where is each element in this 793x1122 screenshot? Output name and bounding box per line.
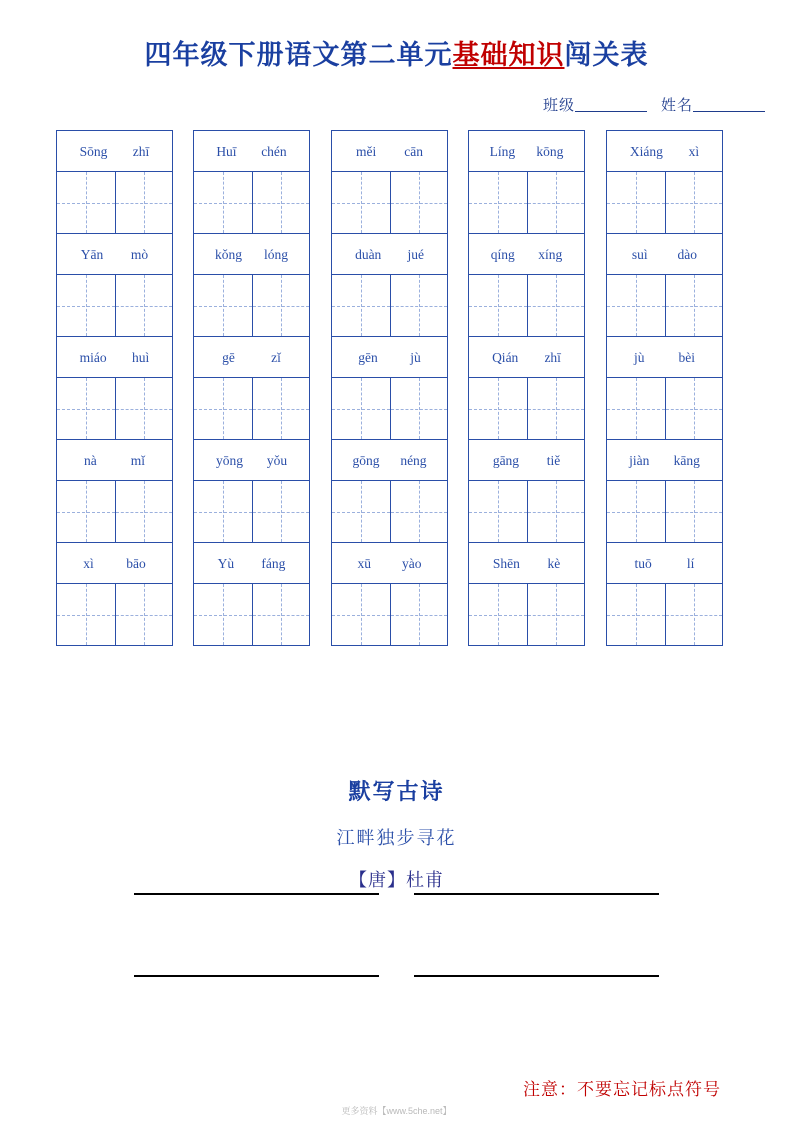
writing-cells: [607, 172, 722, 234]
writing-cells: [332, 584, 447, 645]
pinyin-entry: [607, 440, 722, 543]
writing-cells: [469, 481, 584, 543]
writing-cells: [607, 378, 722, 440]
pinyin-syllable-right: zǐ: [271, 349, 281, 365]
pinyin-label: [57, 440, 172, 481]
pinyin-label: [469, 131, 584, 172]
writing-cell[interactable]: [665, 172, 723, 233]
writing-cell[interactable]: [665, 481, 723, 542]
pinyin-entry: [194, 543, 309, 645]
page-title: [0, 33, 793, 72]
pinyin-syllable-right: zhī: [544, 349, 561, 365]
pinyin-label: [469, 543, 584, 584]
writing-cells: [469, 172, 584, 234]
writing-cell[interactable]: [665, 275, 723, 336]
writing-cell[interactable]: [332, 172, 390, 233]
name-input[interactable]: [693, 96, 765, 112]
writing-cell[interactable]: [390, 172, 448, 233]
writing-line-row: [0, 975, 793, 977]
pinyin-syllable-left: kǒng: [214, 246, 242, 262]
pinyin-syllable-right: xíng: [538, 246, 563, 262]
pinyin-syllable-left: Yān: [80, 246, 104, 262]
writing-line[interactable]: [134, 975, 379, 977]
writing-cell[interactable]: [332, 584, 390, 645]
pinyin-entry: [469, 337, 584, 440]
poem-subtitle: 江畔独步寻花: [336, 828, 457, 848]
pinyin-syllable-right: jù: [410, 349, 421, 365]
writing-cell[interactable]: [607, 378, 665, 439]
writing-cell[interactable]: [469, 378, 527, 439]
pinyin-label: [332, 234, 447, 275]
writing-cell[interactable]: [607, 275, 665, 336]
pinyin-label: [194, 234, 309, 275]
writing-cell[interactable]: [332, 481, 390, 542]
pinyin-column-3: [331, 130, 448, 646]
pinyin-syllable-right: bèi: [678, 349, 695, 365]
pinyin-syllable-left: tuō: [634, 555, 652, 571]
writing-cells: [332, 481, 447, 543]
pinyin-column-2: [193, 130, 310, 646]
writing-cell[interactable]: [57, 172, 115, 233]
writing-cells: [332, 275, 447, 337]
pinyin-entry: [469, 234, 584, 337]
pinyin-label: [57, 337, 172, 378]
pinyin-syllable-left: Huī: [216, 143, 237, 159]
pinyin-label: [469, 234, 584, 275]
writing-cell[interactable]: [252, 378, 310, 439]
writing-cell[interactable]: [194, 172, 252, 233]
pinyin-syllable-right: mò: [130, 246, 149, 262]
writing-cells: [332, 172, 447, 234]
pinyin-label: [469, 337, 584, 378]
pinyin-syllable-left: Qián: [492, 349, 519, 365]
pinyin-label: [607, 131, 722, 172]
writing-cell[interactable]: [115, 481, 173, 542]
writing-cells: [57, 172, 172, 234]
writing-cell[interactable]: [332, 378, 390, 439]
writing-cells: [194, 378, 309, 440]
pinyin-syllable-left: xì: [83, 555, 94, 571]
pinyin-entry: [607, 543, 722, 645]
poem-writing-lines: [0, 893, 793, 1057]
writing-cells: [469, 378, 584, 440]
writing-line[interactable]: [414, 975, 659, 977]
pinyin-entry: [57, 234, 172, 337]
writing-cells: [607, 584, 722, 645]
pinyin-label: [57, 234, 172, 275]
pinyin-syllable-right: chén: [261, 143, 287, 159]
writing-cell[interactable]: [115, 584, 173, 645]
pinyin-syllable-right: tiě: [546, 452, 561, 468]
writing-cell[interactable]: [527, 481, 585, 542]
pinyin-syllable-left: Sōng: [79, 143, 108, 159]
pinyin-syllable-left: duàn: [355, 246, 382, 262]
pinyin-syllable-right: bāo: [126, 555, 146, 571]
pinyin-column-1: [56, 130, 173, 646]
writing-cell[interactable]: [469, 172, 527, 233]
pinyin-label: [607, 337, 722, 378]
poem-author: 【唐】杜甫: [349, 870, 444, 890]
writing-cell[interactable]: [390, 584, 448, 645]
pinyin-entry: [469, 543, 584, 645]
pinyin-syllable-left: gēn: [358, 349, 378, 365]
pinyin-syllable-right: yào: [402, 555, 422, 571]
writing-cells: [607, 481, 722, 543]
writing-cell[interactable]: [115, 172, 173, 233]
writing-cell[interactable]: [607, 584, 665, 645]
pinyin-syllable-left: Shēn: [492, 555, 520, 571]
writing-cell[interactable]: [194, 378, 252, 439]
pinyin-syllable-left: gōng: [352, 452, 380, 468]
pinyin-column-5: [606, 130, 723, 646]
writing-cells: [469, 275, 584, 337]
writing-cell[interactable]: [527, 275, 585, 336]
pinyin-entry: [194, 131, 309, 234]
note-text: 注意：不要忘记标点符号: [523, 1080, 721, 1099]
writing-cell[interactable]: [390, 378, 448, 439]
page-title-highlight: 基础知识: [452, 40, 565, 70]
pinyin-entry: [57, 337, 172, 440]
pinyin-syllable-left: jù: [633, 349, 645, 365]
pinyin-label: [57, 131, 172, 172]
writing-cell[interactable]: [390, 275, 448, 336]
pinyin-syllable-right: yǒu: [266, 452, 288, 468]
page-title-part1: 四年级下册语文第二单元: [144, 40, 453, 70]
header-fields: [543, 94, 765, 115]
pinyin-entry: [57, 543, 172, 645]
pinyin-label: [194, 337, 309, 378]
writing-line-row: [0, 893, 793, 895]
writing-cell[interactable]: [57, 481, 115, 542]
writing-cell[interactable]: [607, 172, 665, 233]
writing-cells: [194, 275, 309, 337]
pinyin-label: [194, 131, 309, 172]
pinyin-syllable-right: huì: [132, 349, 150, 365]
pinyin-label: [194, 543, 309, 584]
writing-cell[interactable]: [332, 275, 390, 336]
writing-cells: [57, 584, 172, 645]
pinyin-entry: [607, 337, 722, 440]
writing-cell[interactable]: [115, 378, 173, 439]
pinyin-syllable-left: miáo: [79, 349, 107, 365]
writing-cells: [194, 584, 309, 645]
writing-cell[interactable]: [252, 584, 310, 645]
pinyin-entry: [332, 440, 447, 543]
pinyin-label: [332, 543, 447, 584]
pinyin-syllable-left: Xiáng: [629, 143, 663, 159]
pinyin-entry: [57, 440, 172, 543]
writing-cell[interactable]: [57, 584, 115, 645]
pinyin-syllable-left: Líng: [489, 143, 516, 159]
writing-cell[interactable]: [252, 275, 310, 336]
pinyin-syllable-right: kāng: [673, 452, 700, 468]
pinyin-entry: [332, 337, 447, 440]
pinyin-syllable-left: yōng: [215, 452, 243, 468]
pinyin-syllable-left: jiàn: [629, 452, 650, 468]
pinyin-entry: [469, 440, 584, 543]
pinyin-label: [57, 543, 172, 584]
pinyin-syllable-right: mǐ: [130, 452, 145, 468]
writing-cell[interactable]: [194, 275, 252, 336]
pinyin-syllable-right: néng: [400, 452, 427, 468]
class-input[interactable]: [575, 96, 647, 112]
writing-cell[interactable]: [607, 481, 665, 542]
pinyin-entry: [607, 131, 722, 234]
writing-cell[interactable]: [57, 275, 115, 336]
writing-cell[interactable]: [194, 481, 252, 542]
writing-cells: [57, 275, 172, 337]
writing-cell[interactable]: [469, 481, 527, 542]
writing-cell[interactable]: [469, 275, 527, 336]
pinyin-syllable-right: kōng: [536, 143, 564, 159]
pinyin-syllable-left: nà: [83, 452, 97, 468]
writing-cell[interactable]: [527, 378, 585, 439]
writing-line[interactable]: [414, 893, 659, 895]
footer-watermark: 更多资料【www.5che.net】: [341, 1106, 452, 1116]
pinyin-entry: [194, 440, 309, 543]
writing-cells: [469, 584, 584, 645]
pinyin-label: [607, 543, 722, 584]
writing-cells: [57, 481, 172, 543]
writing-cell[interactable]: [252, 172, 310, 233]
pinyin-entry: [332, 234, 447, 337]
pinyin-grid-columns: [56, 130, 746, 650]
writing-cell[interactable]: [469, 584, 527, 645]
pinyin-syllable-left: suì: [631, 246, 648, 262]
pinyin-label: [469, 440, 584, 481]
pinyin-syllable-right: dào: [677, 246, 698, 262]
class-label: 班级: [542, 98, 575, 114]
pinyin-entry: [194, 234, 309, 337]
writing-cell[interactable]: [527, 584, 585, 645]
writing-cell[interactable]: [665, 584, 723, 645]
pinyin-label: [332, 440, 447, 481]
pinyin-label: [194, 440, 309, 481]
name-label: 姓名: [660, 98, 693, 114]
writing-cells: [194, 481, 309, 543]
writing-cells: [194, 172, 309, 234]
pinyin-entry: [194, 337, 309, 440]
writing-cell[interactable]: [194, 584, 252, 645]
writing-cells: [57, 378, 172, 440]
pinyin-label: [332, 131, 447, 172]
writing-cell[interactable]: [252, 481, 310, 542]
pinyin-entry: [469, 131, 584, 234]
pinyin-syllable-left: qíng: [490, 246, 515, 262]
page-title-part2: 闯关表: [564, 40, 649, 70]
pinyin-syllable-left: xū: [357, 555, 371, 571]
writing-cell[interactable]: [57, 378, 115, 439]
poem-heading: 默写古诗: [348, 779, 445, 804]
pinyin-entry: [332, 543, 447, 645]
writing-line[interactable]: [134, 893, 379, 895]
writing-cells: [607, 275, 722, 337]
poem-section: [0, 775, 793, 892]
writing-cell[interactable]: [665, 378, 723, 439]
pinyin-syllable-left: gāng: [492, 452, 520, 468]
pinyin-syllable-right: lí: [686, 555, 695, 571]
pinyin-label: [332, 337, 447, 378]
pinyin-syllable-left: gē: [222, 349, 235, 365]
pinyin-syllable-right: kè: [547, 555, 561, 571]
pinyin-syllable-right: zhī: [132, 143, 150, 159]
pinyin-syllable-left: měi: [356, 143, 377, 159]
pinyin-syllable-right: xì: [688, 143, 700, 159]
pinyin-entry: [57, 131, 172, 234]
pinyin-label: [607, 440, 722, 481]
writing-cell[interactable]: [527, 172, 585, 233]
pinyin-column-4: [468, 130, 585, 646]
pinyin-syllable-right: jué: [407, 246, 424, 262]
pinyin-syllable-right: lóng: [263, 246, 288, 262]
pinyin-syllable-right: cān: [404, 143, 423, 159]
pinyin-label: [607, 234, 722, 275]
writing-cell[interactable]: [115, 275, 173, 336]
writing-cell[interactable]: [390, 481, 448, 542]
pinyin-entry: [332, 131, 447, 234]
pinyin-syllable-left: Yù: [217, 555, 235, 571]
pinyin-syllable-right: fáng: [261, 555, 286, 571]
writing-cells: [332, 378, 447, 440]
pinyin-entry: [607, 234, 722, 337]
